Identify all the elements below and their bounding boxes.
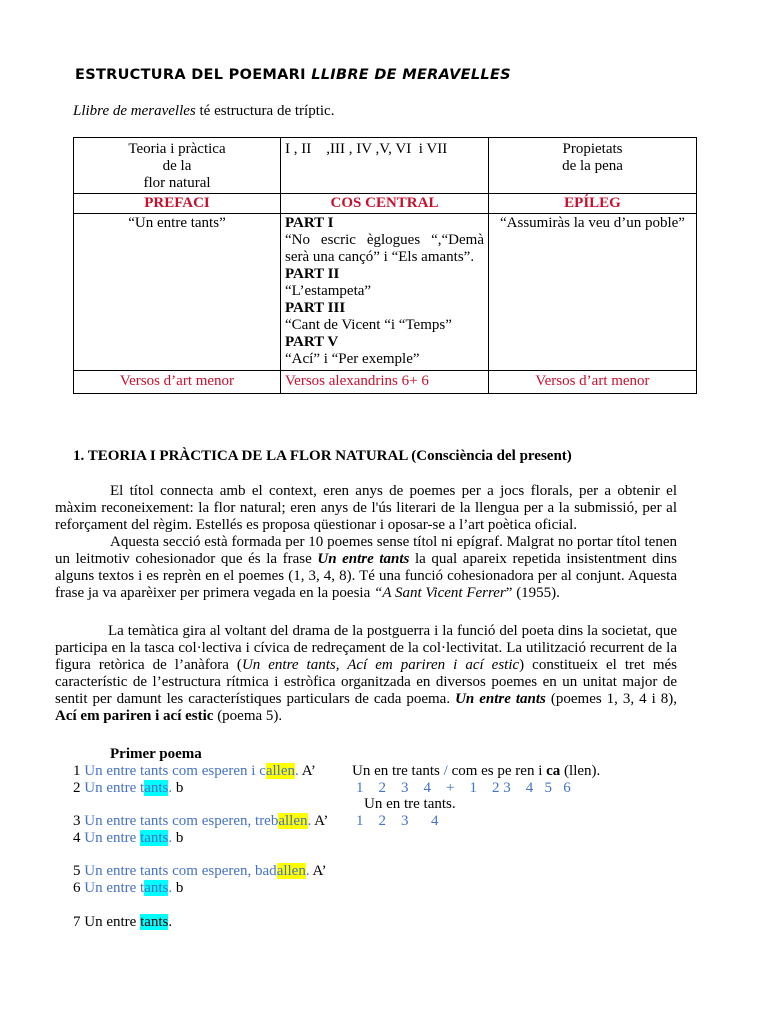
table-cell: “Assumiràs la veu d’un poble” [489, 214, 697, 371]
section-heading: 1. TEORIA I PRÀCTICA DE LA FLOR NATURAL (Consciència del present) [73, 448, 572, 464]
verse-punct: . [307, 813, 312, 829]
paragraph: El títol connecta amb el context, eren anys de poemes per a jocs florals, per a obtenir el màxim reconeixement: la flor natural; eren anys de l'ús literari de la llengua per a la submissió, per al reforçament del règim. Estellés es proposa qüestionar i oposar-se a l’art poètica oficial. [55, 483, 677, 533]
line-number: 4 [73, 830, 85, 846]
syllable-count: 1 2 3 4 [356, 813, 439, 829]
verse-text: Un entre t [84, 880, 145, 896]
rhyme-mark: A’ [311, 813, 329, 829]
line-number: 7 [73, 914, 85, 930]
scansion-line: Un en tre tants. [364, 796, 456, 812]
verse-text: Un entre t [84, 780, 145, 796]
paragraph: La temàtica gira al voltant del drama de la postguerra i la funció del poeta dins la societat, que participa en la tasca col·lectiva i cívica de redreçament de la col·lectivitat. La utilització recurrent de la figura retòrica de l’anàfora (Un entre tants, Ací em pariren i ací estic) constitueix el tret més característic de l’estructura rítmica i estròfica organitzada en diversos poemes en un unitat major de sentit per damunt les característiques particulars de cada poema. Un entre tants (poemes 1, 3, 4 i 8), Ací em pariren i ací estic (poema 5). [55, 623, 678, 724]
verse-text: Un entre tants com esperen i c [84, 763, 266, 779]
poem-line [73, 763, 316, 780]
table-cell: PART I “No escric èglogues “,“Demà serà una cançó” i “Els amants”. PART II “L’estampeta” PART III “Cant de Vicent “i “Temps” PART V “Ací” i “Per exemple” [281, 214, 489, 371]
header-epileg: EPÍLEG [489, 194, 697, 214]
verse-punct: . [305, 863, 310, 879]
table-cell: “Un entre tants” [74, 214, 281, 371]
verse-punct: . [168, 914, 173, 930]
poem-heading: Primer poema [110, 746, 202, 762]
rhyme-highlight: tants [140, 914, 169, 930]
rhyme-mark: b [172, 880, 184, 896]
rhyme-highlight: ants [144, 780, 169, 796]
structure-table [73, 137, 697, 394]
document-title: ESTRUCTURA DEL POEMARI LLIBRE DE MERAVELLES [75, 67, 511, 83]
line-number: 3 [73, 813, 85, 829]
verse-punct: . [168, 880, 173, 896]
line-number: 5 [73, 863, 85, 879]
verse-text: Un entre [84, 914, 141, 930]
rhyme-mark: b [172, 780, 184, 796]
rhyme-highlight: allen [276, 863, 306, 879]
intro-line: Llibre de meravelles té estructura de tríptic. [73, 103, 335, 119]
rhyme-mark: A’ [298, 763, 316, 779]
rhyme-mark: A’ [309, 863, 327, 879]
rhyme-highlight: allen [278, 813, 308, 829]
poem-line [73, 830, 183, 847]
paragraph: Aquesta secció està formada per 10 poemes sense títol ni epígraf. Malgrat no portar títol tenen un leitmotiv cohesionador que és la frase Un entre tants la qual apareix repetida insistentment dins alguns textos i es reprèn en el poemes (1, 3, 4, 8). Té una funció cohesionadora per al conjunt. Aquesta frase ja va aparèixer per primera vegada en la poesia “A Sant Vicent Ferrer” (1955). [55, 534, 677, 601]
table-header-row [74, 194, 697, 214]
syllable-count: 1 2 3 4 + 1 2 3 4 5 6 [356, 780, 571, 796]
poem-line [73, 780, 183, 797]
table-cell: Propietats de la pena [489, 138, 697, 194]
table-cell: Versos d’art menor [74, 371, 281, 394]
line-number: 6 [73, 880, 85, 896]
poem-line [73, 813, 328, 830]
rhyme-highlight: allen [265, 763, 296, 779]
verse-text: Un entre tants com esperen, treb [84, 813, 279, 829]
table-cell: Versos alexandrins 6+ 6 [281, 371, 489, 394]
scansion-line: Un en tre tants / com es pe ren i ca (llen). [352, 763, 601, 779]
verse-text: Un entre tants com esperen, bad [84, 863, 277, 879]
table-row [74, 214, 697, 371]
verse-punct: . [168, 830, 173, 846]
verse-punct: . [295, 763, 299, 779]
poem-line [73, 880, 183, 897]
table-cell: Teoria i pràctica de la flor natural [74, 138, 281, 194]
rhyme-highlight: ants [144, 880, 169, 896]
line-number: 2 [73, 780, 85, 796]
header-prefaci: PREFACI [74, 194, 281, 214]
table-cell: I , II ,III , IV ,V, VI i VII [281, 138, 489, 194]
poem-line [73, 914, 172, 931]
poem-line [73, 863, 327, 880]
line-number: 1 [73, 763, 85, 779]
table-row [74, 138, 697, 194]
rhyme-mark: b [172, 830, 184, 846]
rhyme-highlight: tants [140, 830, 169, 846]
verse-punct: . [168, 780, 173, 796]
table-footer-row [74, 371, 697, 394]
verse-text: Un entre [84, 830, 141, 846]
header-cos-central: COS CENTRAL [281, 194, 489, 214]
table-cell: Versos d’art menor [489, 371, 697, 394]
